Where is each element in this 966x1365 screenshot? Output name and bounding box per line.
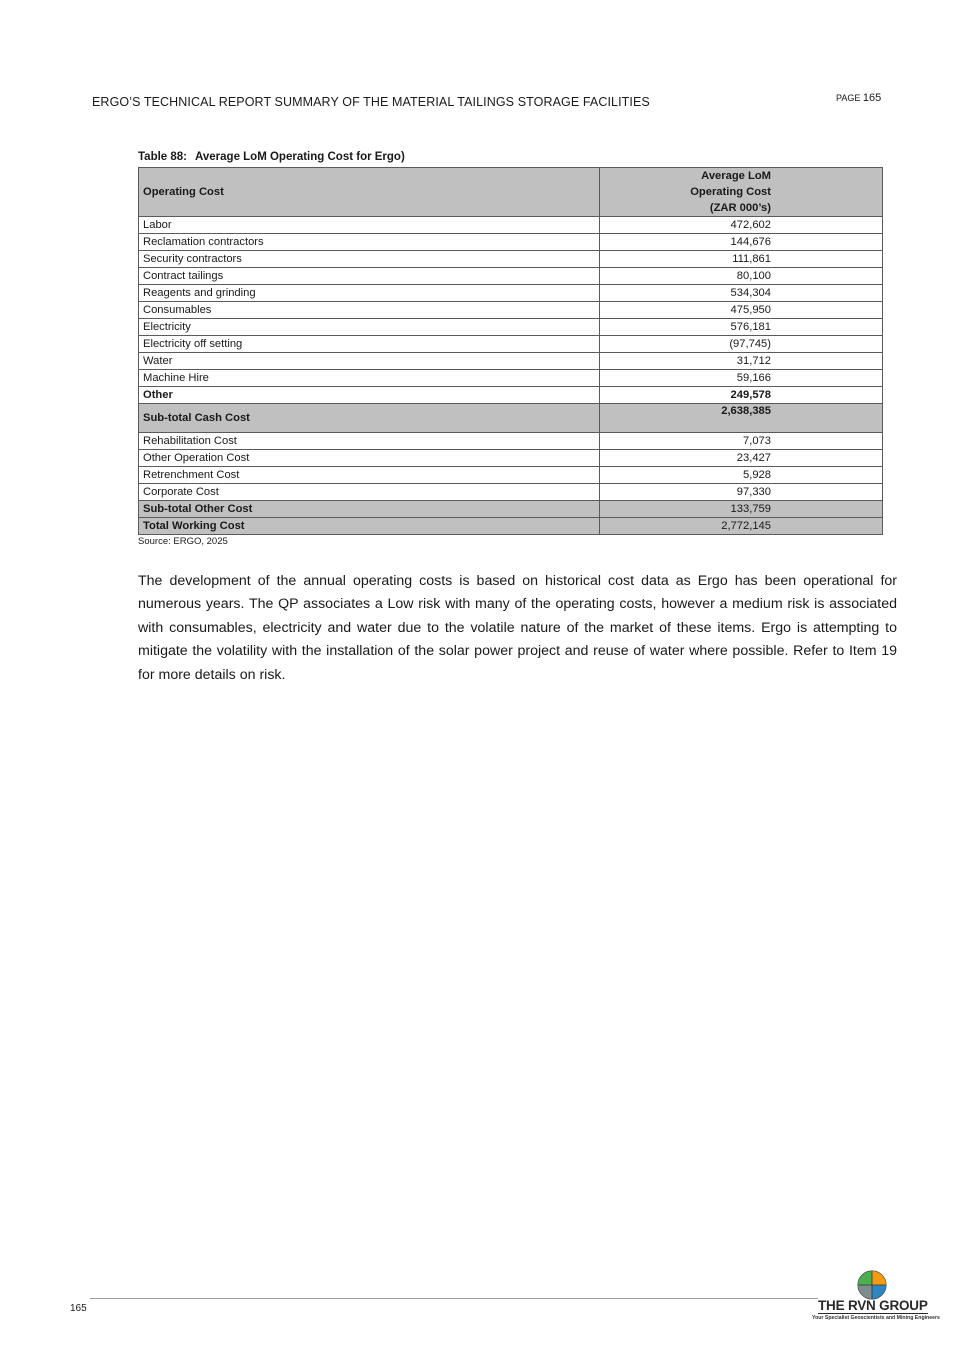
row-value: 576,181 (600, 319, 883, 336)
row-value: 59,166 (600, 370, 883, 387)
row-value: 2,638,385 (600, 404, 883, 433)
row-value: 7,073 (600, 433, 883, 450)
header-value-line: (ZAR 000’s) (709, 202, 771, 214)
table-row (139, 319, 883, 336)
table-caption (138, 151, 405, 163)
row-value: 31,712 (600, 353, 883, 370)
table-row (139, 387, 883, 404)
table-row (139, 484, 883, 501)
table-caption-label: Table 88: (138, 151, 187, 163)
logo-pie-icon (857, 1270, 887, 1300)
row-label: Sub-total Other Cost (139, 501, 600, 518)
row-label: Electricity (139, 319, 600, 336)
row-label: Retrenchment Cost (139, 467, 600, 484)
row-label: Consumables (139, 302, 600, 319)
footer-divider (90, 1298, 818, 1299)
table-row (139, 433, 883, 450)
table-row (139, 234, 883, 251)
row-value: 5,928 (600, 467, 883, 484)
report-header-title: ERGO’S TECHNICAL REPORT SUMMARY OF THE MATERIAL TAILINGS STORAGE FACILITIES (92, 95, 650, 109)
footer-page-number: 165 (70, 1303, 87, 1314)
row-label: Rehabilitation Cost (139, 433, 600, 450)
row-label: Reagents and grinding (139, 285, 600, 302)
table-row (139, 268, 883, 285)
row-value: (97,745) (600, 336, 883, 353)
table-row (139, 336, 883, 353)
row-value: 475,950 (600, 302, 883, 319)
row-label: Other Operation Cost (139, 450, 600, 467)
row-value: 23,427 (600, 450, 883, 467)
row-value: 2,772,145 (600, 518, 883, 535)
row-value: 534,304 (600, 285, 883, 302)
operating-cost-table (138, 167, 883, 535)
row-label: Security contractors (139, 251, 600, 268)
table-caption-title: Average LoM Operating Cost for Ergo) (195, 151, 405, 163)
table-row (139, 302, 883, 319)
subtotal-row (139, 501, 883, 518)
row-label: Water (139, 353, 600, 370)
row-label: Machine Hire (139, 370, 600, 387)
row-value: 144,676 (600, 234, 883, 251)
rvn-group-logo (812, 1270, 940, 1326)
row-value: 249,578 (600, 387, 883, 404)
table-row (139, 450, 883, 467)
table-row (139, 251, 883, 268)
header-operating-cost: Operating Cost (139, 168, 600, 217)
row-label: Other (139, 387, 600, 404)
table-row (139, 285, 883, 302)
row-label: Reclamation contractors (139, 234, 600, 251)
row-value: 472,602 (600, 217, 883, 234)
total-row (139, 518, 883, 535)
logo-tagline: Your Specialist Geoscientists and Mining Engineers (812, 1315, 940, 1321)
table-header-row (139, 168, 883, 217)
table-row (139, 467, 883, 484)
page-number: 165 (862, 92, 882, 104)
row-label: Labor (139, 217, 600, 234)
header-value-line: Operating Cost (690, 186, 771, 198)
table-row (139, 217, 883, 234)
page-label (836, 92, 881, 104)
row-value: 80,100 (600, 268, 883, 285)
row-value: 133,759 (600, 501, 883, 518)
subtotal-row (139, 404, 883, 433)
header-value-line: Average LoM (701, 170, 771, 182)
table-row (139, 370, 883, 387)
row-label: Electricity off setting (139, 336, 600, 353)
header-average-lom (600, 168, 883, 217)
row-value: 97,330 (600, 484, 883, 501)
row-value: 111,861 (600, 251, 883, 268)
table-row (139, 353, 883, 370)
row-label: Contract tailings (139, 268, 600, 285)
row-label: Sub-total Cash Cost (139, 404, 600, 433)
row-label: Corporate Cost (139, 484, 600, 501)
logo-name: THE RVN GROUP (818, 1298, 928, 1313)
row-label: Total Working Cost (139, 518, 600, 535)
body-paragraph: The development of the annual operating costs is based on historical cost data as Ergo has been operational for numerous years. The QP associates a Low risk with many of the operating costs, however a medium risk is associated with consumables, electricity and water due to the volatile nature of the market of these items. Ergo is attempting to mitigate the volatility with the installation of the solar power project and reuse of water where possible. Refer to Item 19 for more details on risk. (138, 573, 897, 683)
page-prefix: PAGE (836, 93, 861, 103)
table-source: Source: ERGO, 2025 (138, 536, 228, 547)
